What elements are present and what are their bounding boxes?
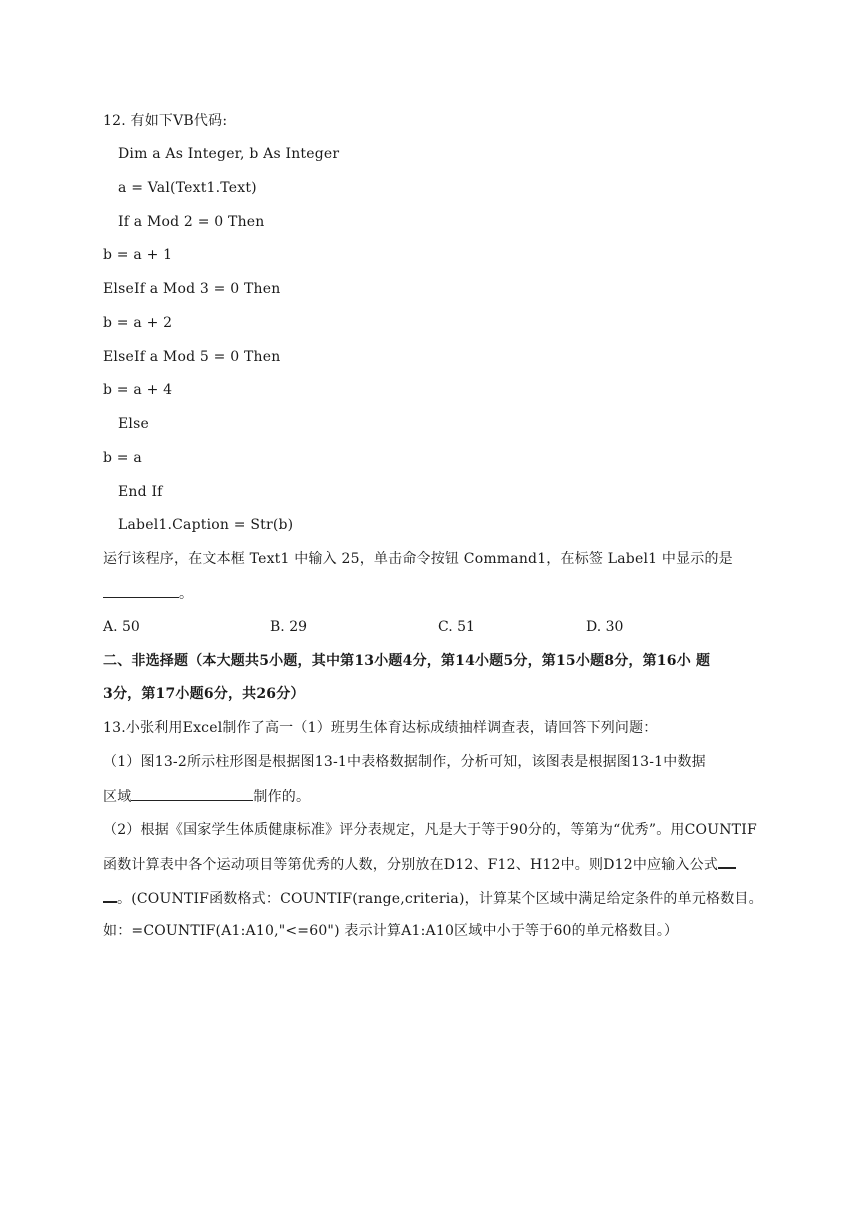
code-line-8: b = a + 4 bbox=[103, 382, 173, 398]
q13-part2-line4: 如：=COUNTIF(A1:A10,"<=60") 表示计算A1:A10区域中小于等于60的单元格数目。） bbox=[103, 923, 679, 939]
code-line-12: Label1.Caption = Str(b) bbox=[118, 517, 294, 533]
q13-part2-line1: （2）根据《国家学生体质健康标准》评分表规定，凡是大于等于90分的，等第为“优秀”。用COUNTIF bbox=[103, 822, 757, 838]
code-line-6: b = a + 2 bbox=[103, 315, 173, 331]
q13-part1-end: 制作的。 bbox=[253, 789, 311, 805]
option-a: A. 50 bbox=[103, 619, 140, 635]
option-b: B. 29 bbox=[270, 619, 308, 635]
section2-heading-line1: 二、非选择题（本大题共5小题，其中第13小题4分，第14小题5分，第15小题8分，第16小 题 bbox=[103, 653, 711, 669]
code-line-3: If a Mod 2 = 0 Then bbox=[118, 214, 265, 230]
q13-part1-line2 bbox=[103, 786, 310, 807]
answer-blank[interactable] bbox=[103, 583, 179, 598]
q13-part1-line1: （1）图13-2所示柱形图是根据图13-1中表格数据制作，分析可知，该图表是根据图13-1中数据 bbox=[103, 754, 706, 770]
code-line-1: Dim a As Integer, b As Integer bbox=[118, 146, 340, 162]
region-blank[interactable] bbox=[131, 786, 253, 801]
formula-blank-1[interactable] bbox=[718, 853, 736, 869]
q13-part2-line3 bbox=[103, 887, 763, 909]
code-line-5: ElseIf a Mod 3 = 0 Then bbox=[103, 281, 281, 297]
q13-part1-start: 区域 bbox=[103, 789, 132, 805]
option-c: C. 51 bbox=[438, 619, 475, 635]
q13-intro: 13.小张利用Excel制作了高一（1）班男生体育达标成绩抽样调查表，请回答下列问题： bbox=[103, 720, 658, 736]
section2-heading-line2: 3分，第17小题6分，共26分） bbox=[103, 686, 305, 702]
code-line-11: End If bbox=[118, 484, 163, 500]
q12-answer-line bbox=[103, 583, 193, 604]
code-line-9: Else bbox=[118, 416, 149, 432]
formula-blank-2[interactable] bbox=[103, 887, 117, 903]
code-line-2: a = Val(Text1.Text) bbox=[118, 180, 257, 196]
code-line-10: b = a bbox=[103, 450, 142, 466]
q12-question-end: 。 bbox=[179, 586, 194, 602]
q12-title: 12. 有如下VB代码: bbox=[103, 113, 228, 129]
option-d: D. 30 bbox=[586, 619, 624, 635]
code-line-7: ElseIf a Mod 5 = 0 Then bbox=[103, 349, 281, 365]
q13-part2-line2 bbox=[103, 853, 736, 875]
code-line-4: b = a + 1 bbox=[103, 247, 173, 263]
q13-part2-text: 函数计算表中各个运动项目等第优秀的人数，分别放在D12、F12、H12中。则D12中应输入公式 bbox=[103, 857, 719, 873]
q13-part2-text3: 。(COUNTIF函数格式：COUNTIF(range,criteria)，计算某个区域中满足给定条件的单元格数目。 bbox=[117, 891, 763, 907]
q12-question: 运行该程序，在文本框 Text1 中输入 25，单击命令按钮 Command1，在标签 Label1 中显示的是 bbox=[103, 551, 733, 567]
